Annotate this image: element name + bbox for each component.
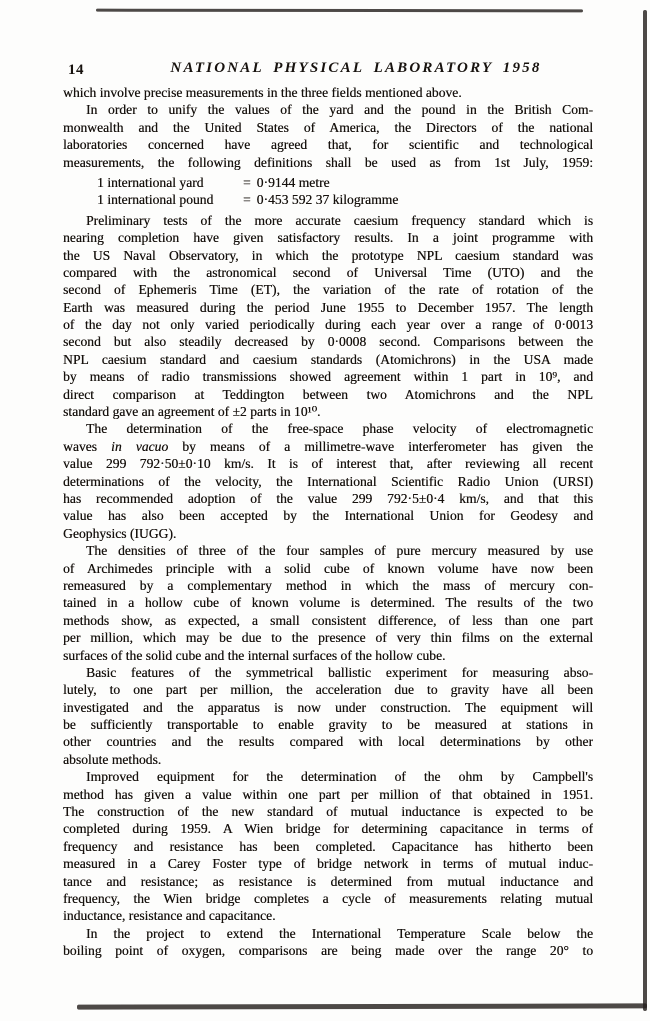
text-line: methods show, as expected, a small consistent difference, of less than one part xyxy=(63,612,593,628)
text-line: monwealth and the United States of America, the Directors of the national xyxy=(63,119,593,135)
text-line: Geophysics (IUGG). xyxy=(63,525,177,541)
text-line: method has given a value within one part per million of that obtained in 1951. xyxy=(63,786,593,802)
text-line: In order to unify the values of the yard and the pound in the British Com- xyxy=(86,102,593,118)
text-line: remeasured by a complementary method in which the mass of mercury con- xyxy=(63,577,593,593)
text-line: The construction of the new standard of mutual inductance is expected to be xyxy=(63,804,593,820)
text-line: absolute methods. xyxy=(63,751,162,767)
text-line: direct comparison at Teddington between two Atomichrons and the NPL xyxy=(63,386,593,402)
text-line: surfaces of the solid cube and the internal surfaces of the hollow cube. xyxy=(63,647,446,663)
text-line: Basic features of the symmetrical ballistic experiment for measuring abso- xyxy=(86,664,593,680)
text-line: frequency and resistance has been completed. Capacitance has hitherto been xyxy=(63,838,593,854)
text-line: boiling point of oxygen, comparisons are being made over the range 20° to xyxy=(63,943,593,959)
text-line: which involve precise measurements in the three fields mentioned above. xyxy=(63,85,462,100)
scan-artifact-right-edge xyxy=(643,10,647,1011)
text-line: Earth was measured during the period June 1955 to December 1957. The length xyxy=(63,299,593,315)
text-line: inductance, resistance and capacitance. xyxy=(63,908,276,924)
text-line: frequency, the Wien bridge completes a cycle of measurements relating mutual xyxy=(63,890,593,906)
text-line: The determination of the free-space phase velocity of electromagnetic xyxy=(86,421,593,437)
text-line: the US Naval Observatory, in which the prototype NPL caesium standard was xyxy=(63,247,593,263)
text-line: second but also steadily decreased by 0·0008 second. Comparisons between the xyxy=(63,334,593,350)
definition-label: 1 international yard xyxy=(97,174,204,190)
page-header xyxy=(63,60,593,82)
scan-artifact-top-edge xyxy=(96,9,583,13)
text-line: tance and resistance; as resistance is determined from mutual inductance and xyxy=(63,873,593,889)
text-line: tained in a hollow cube of known volume is determined. The results of the two xyxy=(63,595,593,611)
text-line: investigated and the apparatus is now under construction. The equipment will xyxy=(63,699,593,715)
text-line: of Archimedes principle with a solid cube of known volume have now been xyxy=(63,560,593,576)
text-line: Improved equipment for the determination of the ohm by Campbell's xyxy=(86,769,593,785)
scan-artifact-bottom-edge xyxy=(77,1003,647,1009)
running-title: NATIONAL PHYSICAL LABORATORY 1958 xyxy=(170,60,542,76)
text-line: compared with the astronomical second of Universal Time (UTO) and the xyxy=(63,264,593,280)
text-line: other countries and the results compared with local determinations by other xyxy=(63,734,593,750)
text-line: be sufficiently transportable to enable gravity to be measured at stations in xyxy=(63,717,593,733)
text-line: has recommended adoption of the value 299 792·5±0·4 km/s, and that this xyxy=(63,490,593,506)
text-line: Preliminary tests of the more accurate caesium frequency standard which is xyxy=(86,212,593,228)
text-line: measurements, the following definitions shall be used as from 1st July, 1959: xyxy=(63,154,593,170)
text-line: value 299 792·50±0·10 km/s. It is of interest that, after reviewing all recent xyxy=(63,456,593,472)
text-line: lutely, to one part per million, the acceleration due to gravity have all been xyxy=(63,682,593,698)
equals-sign: = xyxy=(243,174,251,190)
equals-sign: = xyxy=(243,192,251,208)
text-line: nearing completion have given satisfactory results. In a joint programme with xyxy=(63,230,593,246)
body-text xyxy=(63,84,593,960)
definition-row xyxy=(97,174,593,191)
text-line: The densities of three of the four samples of pure mercury measured by use xyxy=(86,543,593,559)
text-line: determinations of the velocity, the International Scientific Radio Union (URSI) xyxy=(63,473,593,489)
text-line: measured in a Carey Foster type of bridge network in terms of mutual induc- xyxy=(63,856,593,872)
definition-value: 0·453 592 37 kilogramme xyxy=(256,192,399,208)
text-line: per million, which may be due to the presence of very thin films on the external xyxy=(63,630,593,646)
text-line: by means of radio transmissions showed agreement within 1 part in 10⁹, and xyxy=(63,369,593,385)
definition-label: 1 international pound xyxy=(97,192,214,208)
text-line: NPL caesium standard and caesium standards (Atomichrons) in the USA made xyxy=(63,351,593,367)
text-line: standard gave an agreement of ±2 parts in 10¹⁰. xyxy=(63,404,321,420)
text-line: second of Ephemeris Time (ET), the variation of the rate of rotation of the xyxy=(63,282,593,298)
text-line: laboratories concerned have agreed that, for scientific and technological xyxy=(63,137,593,153)
definitions-block xyxy=(97,174,593,209)
text-line: of the day not only varied periodically during each year over a range of 0·0013 xyxy=(63,317,593,333)
page-number: 14 xyxy=(68,62,84,78)
text-line: In the project to extend the International Temperature Scale below the xyxy=(86,925,593,941)
definition-row xyxy=(97,191,593,208)
text-line: completed during 1959. A Wien bridge for determining capacitance in terms of xyxy=(63,821,593,837)
text-line: waves in vacuo by means of a millimetre-wave interferometer has given the xyxy=(63,438,593,454)
definition-value: 0·9144 metre xyxy=(256,174,330,190)
text-line: value has also been accepted by the International Union for Geodesy and xyxy=(63,508,593,524)
